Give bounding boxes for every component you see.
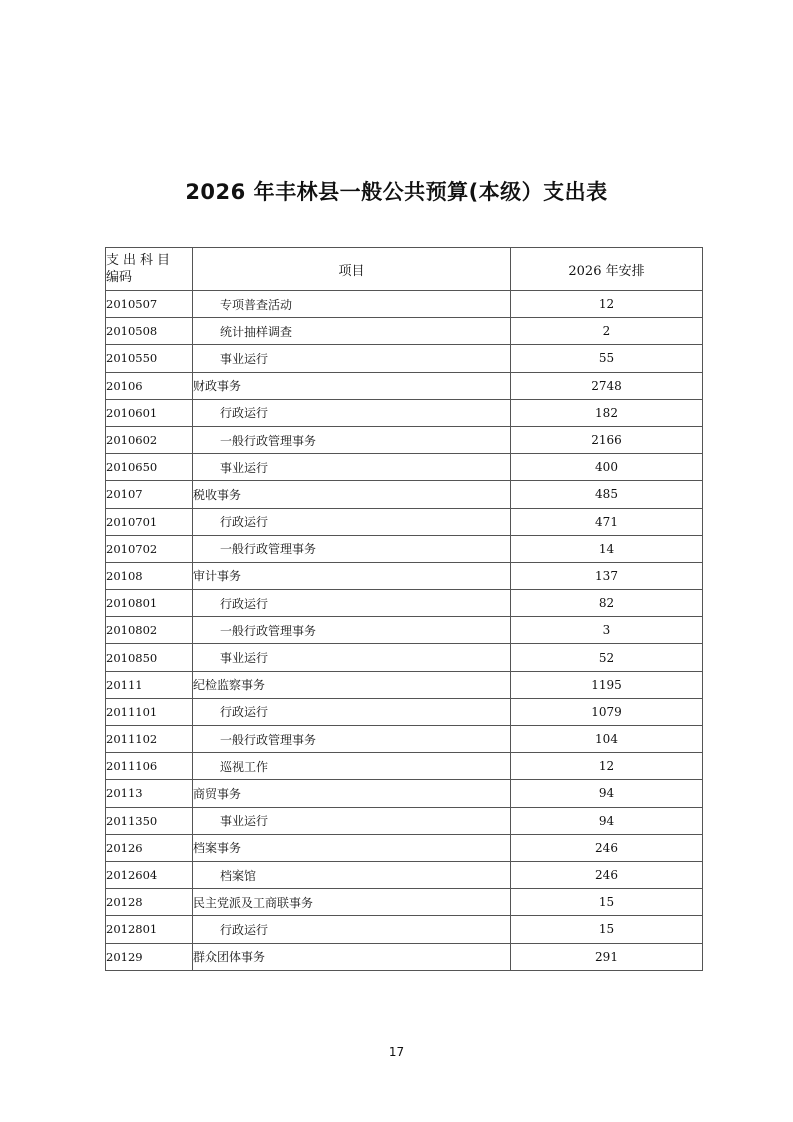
cell-amount: 400 [511, 454, 703, 481]
column-header-code-line1: 支出科目 [106, 253, 175, 268]
cell-amount: 246 [511, 861, 703, 888]
cell-code: 20128 [106, 889, 193, 916]
table-row [106, 535, 703, 562]
cell-amount: 52 [511, 644, 703, 671]
column-header-amount: 2026 年安排 [511, 248, 703, 291]
header-row [106, 248, 703, 291]
cell-code: 2011101 [106, 698, 193, 725]
cell-item: 财政事务 [193, 372, 511, 399]
cell-item: 事业运行 [193, 345, 511, 372]
cell-item: 行政运行 [193, 508, 511, 535]
cell-amount: 94 [511, 807, 703, 834]
cell-item: 一般行政管理事务 [193, 535, 511, 562]
table-row [106, 291, 703, 318]
cell-item: 税收事务 [193, 481, 511, 508]
table-row [106, 753, 703, 780]
cell-code: 2011106 [106, 753, 193, 780]
cell-amount: 12 [511, 753, 703, 780]
table-row [106, 834, 703, 861]
cell-code: 2010850 [106, 644, 193, 671]
table-row [106, 426, 703, 453]
cell-amount: 55 [511, 345, 703, 372]
cell-amount: 82 [511, 590, 703, 617]
cell-code: 2011102 [106, 726, 193, 753]
cell-amount: 14 [511, 535, 703, 562]
table-row [106, 726, 703, 753]
table-row [106, 916, 703, 943]
cell-item: 商贸事务 [193, 780, 511, 807]
cell-code: 20108 [106, 562, 193, 589]
cell-amount: 2748 [511, 372, 703, 399]
table-row [106, 481, 703, 508]
cell-amount: 182 [511, 399, 703, 426]
cell-amount: 2 [511, 318, 703, 345]
cell-item: 行政运行 [193, 698, 511, 725]
cell-code: 2010701 [106, 508, 193, 535]
cell-code: 20111 [106, 671, 193, 698]
cell-code: 2010507 [106, 291, 193, 318]
cell-code: 20107 [106, 481, 193, 508]
cell-item: 事业运行 [193, 807, 511, 834]
cell-code: 20106 [106, 372, 193, 399]
column-header-code-line2: 编码 [106, 270, 133, 285]
cell-code: 2010508 [106, 318, 193, 345]
table-row [106, 644, 703, 671]
cell-amount: 12 [511, 291, 703, 318]
cell-code: 2010802 [106, 617, 193, 644]
budget-table [105, 247, 703, 971]
table-body [106, 291, 703, 971]
cell-amount: 246 [511, 834, 703, 861]
page-number: 17 [388, 1045, 405, 1059]
cell-code: 2010602 [106, 426, 193, 453]
cell-code: 20113 [106, 780, 193, 807]
cell-code: 2011350 [106, 807, 193, 834]
cell-amount: 94 [511, 780, 703, 807]
cell-code: 2010702 [106, 535, 193, 562]
cell-item: 档案事务 [193, 834, 511, 861]
cell-item: 纪检监察事务 [193, 671, 511, 698]
cell-amount: 291 [511, 943, 703, 970]
table-header [106, 248, 703, 291]
cell-amount: 15 [511, 889, 703, 916]
table-row [106, 399, 703, 426]
column-header-code [106, 248, 193, 291]
column-header-item: 项目 [193, 248, 511, 291]
table-row [106, 617, 703, 644]
cell-item: 巡视工作 [193, 753, 511, 780]
table-row [106, 889, 703, 916]
cell-item: 档案馆 [193, 861, 511, 888]
table-row [106, 590, 703, 617]
table-row [106, 861, 703, 888]
table-row [106, 454, 703, 481]
cell-amount: 1195 [511, 671, 703, 698]
cell-item: 专项普查活动 [193, 291, 511, 318]
cell-amount: 3 [511, 617, 703, 644]
table-row [106, 698, 703, 725]
cell-amount: 1079 [511, 698, 703, 725]
cell-item: 一般行政管理事务 [193, 726, 511, 753]
cell-item: 事业运行 [193, 644, 511, 671]
table-row [106, 372, 703, 399]
cell-code: 20126 [106, 834, 193, 861]
cell-amount: 471 [511, 508, 703, 535]
cell-amount: 15 [511, 916, 703, 943]
cell-code: 2012801 [106, 916, 193, 943]
cell-amount: 2166 [511, 426, 703, 453]
cell-amount: 137 [511, 562, 703, 589]
cell-amount: 485 [511, 481, 703, 508]
cell-code: 2012604 [106, 861, 193, 888]
cell-item: 行政运行 [193, 916, 511, 943]
table-row [106, 562, 703, 589]
cell-item: 事业运行 [193, 454, 511, 481]
table-row [106, 345, 703, 372]
cell-item: 一般行政管理事务 [193, 426, 511, 453]
table-row [106, 780, 703, 807]
cell-item: 行政运行 [193, 399, 511, 426]
cell-item: 一般行政管理事务 [193, 617, 511, 644]
table-row [106, 943, 703, 970]
cell-item: 行政运行 [193, 590, 511, 617]
cell-item: 统计抽样调查 [193, 318, 511, 345]
table-row [106, 807, 703, 834]
cell-code: 2010650 [106, 454, 193, 481]
cell-code: 20129 [106, 943, 193, 970]
cell-item: 审计事务 [193, 562, 511, 589]
cell-amount: 104 [511, 726, 703, 753]
cell-code: 2010550 [106, 345, 193, 372]
table-row [106, 671, 703, 698]
table-row [106, 318, 703, 345]
cell-code: 2010801 [106, 590, 193, 617]
page-title: 2026 年丰林县一般公共预算(本级）支出表 [185, 180, 608, 204]
cell-code: 2010601 [106, 399, 193, 426]
cell-item: 群众团体事务 [193, 943, 511, 970]
table-row [106, 508, 703, 535]
cell-item: 民主党派及工商联事务 [193, 889, 511, 916]
